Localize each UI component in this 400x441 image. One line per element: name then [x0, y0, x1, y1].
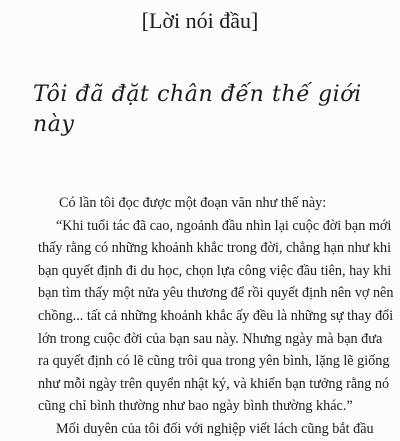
quote-line: ra quyết định có lẽ cũng trôi qua trong yên bình, lặng lẽ giống — [38, 353, 390, 370]
quote-line: như mỗi ngày trên quyển nhật ký, và khiến bạn tưởng rằng nó — [38, 375, 390, 392]
quote-line: lớn trong cuộc đời của bạn sau này. Nhưng ngày mà bạn đưa — [38, 330, 383, 347]
body-text — [38, 192, 394, 441]
chapter-subtitle: Tôi đã đặt chân đến thế giới này — [33, 82, 362, 137]
quote-line: thấy rằng có những khoảnh khắc trong đời, chẳng hạn như khi — [38, 240, 392, 257]
quote-line: cũng chỉ bình thường như bao ngày bình thường khác.” — [38, 398, 353, 415]
quote-paragraph — [38, 215, 394, 418]
quote-line: bạn quyết định đi du học, chọn lựa công việc đầu tiên, hay khi — [38, 262, 392, 279]
quote-line: “Khi tuổi tác đã cao, ngoảnh đầu nhìn lại cuộc đời bạn mới — [56, 217, 392, 234]
quote-line: bạn tìm thấy một nửa yêu thương để rồi quyết định nên vợ nên — [38, 285, 394, 302]
intro-paragraph: Có lần tôi đọc được một đoạn văn như thế này: — [59, 195, 327, 211]
next-paragraph-line: Mối duyên của tôi đối với nghiệp viết lách cũng bắt đầu — [56, 420, 374, 437]
chapter-heading: [Lời nói đầu] — [141, 8, 259, 33]
quote-line: chồng... tất cả những khoảnh khắc ấy đều là những sự thay đổi — [38, 307, 394, 324]
